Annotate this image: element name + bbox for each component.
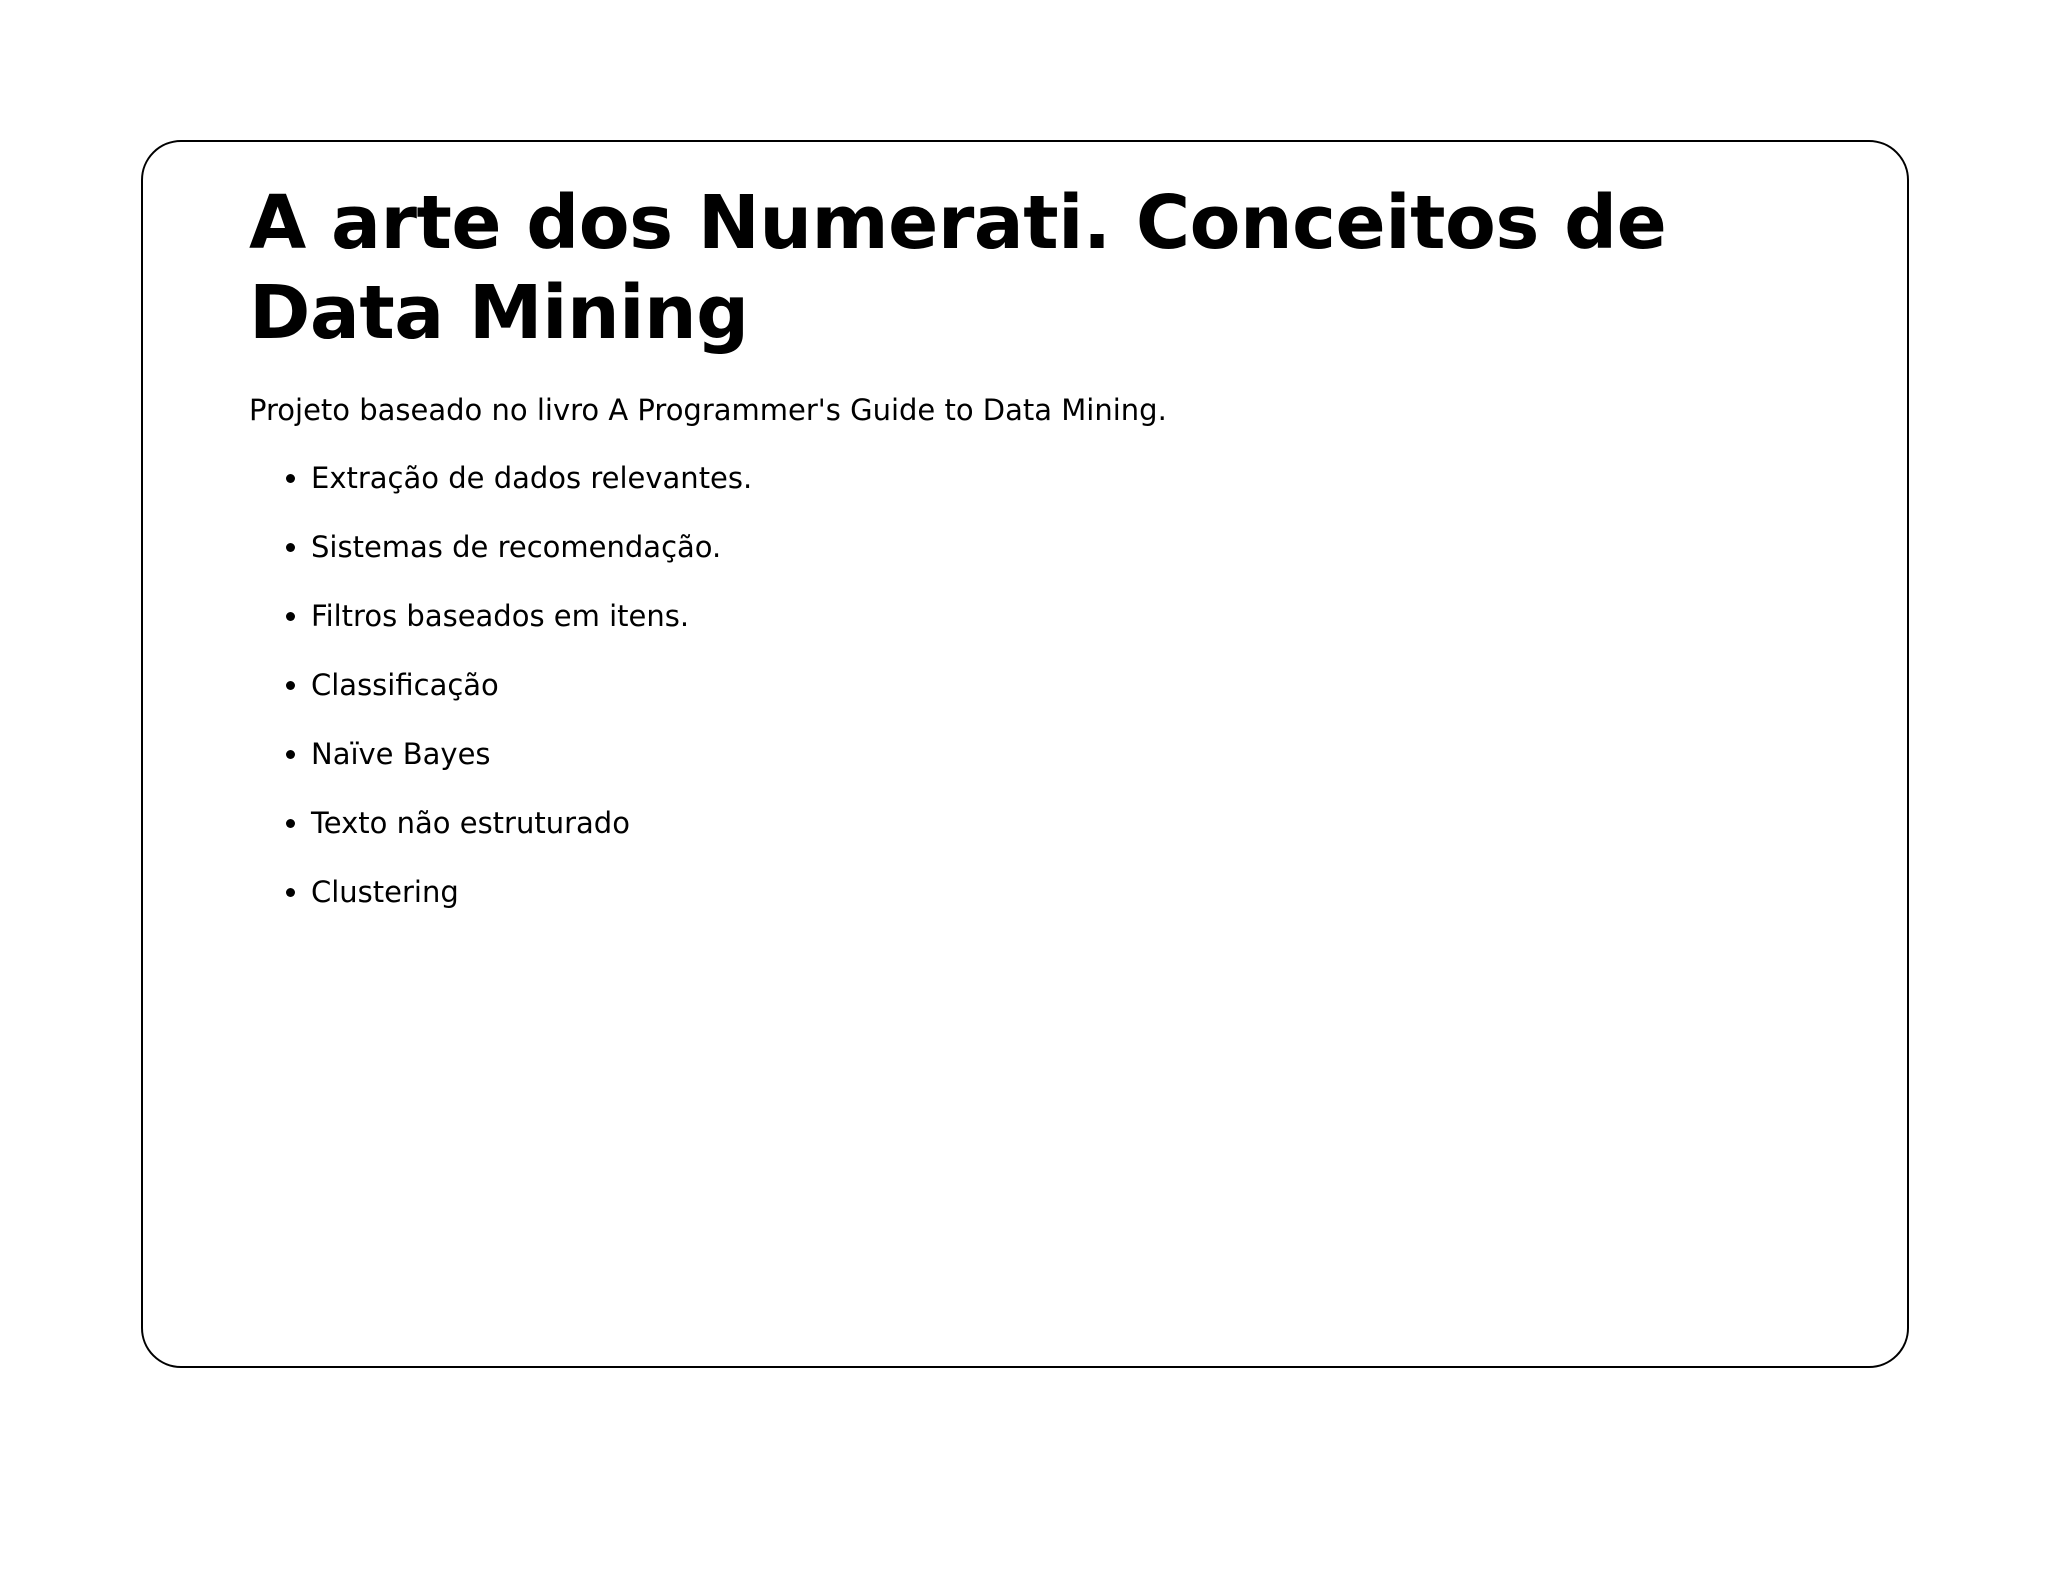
list-item: • Clustering [311,872,1809,912]
list-item: • Texto não estruturado [311,803,1809,843]
list-item: • Naïve Bayes [311,734,1809,774]
list-item: • Classificação [311,665,1809,705]
topic-list [249,458,1809,912]
list-item: • Filtros baseados em itens. [311,596,1809,636]
list-item: • Sistemas de recomendação. [311,527,1809,567]
slide-subtitle: Projeto baseado no livro A Programmer's Guide to Data Mining. [249,393,1167,427]
slide-content [249,178,1809,941]
slide-frame [141,140,1909,1368]
slide-title: A arte dos Numerati. Conceitos de Data Mining [249,180,1667,356]
list-item: • Extração de dados relevantes. [311,458,1809,498]
